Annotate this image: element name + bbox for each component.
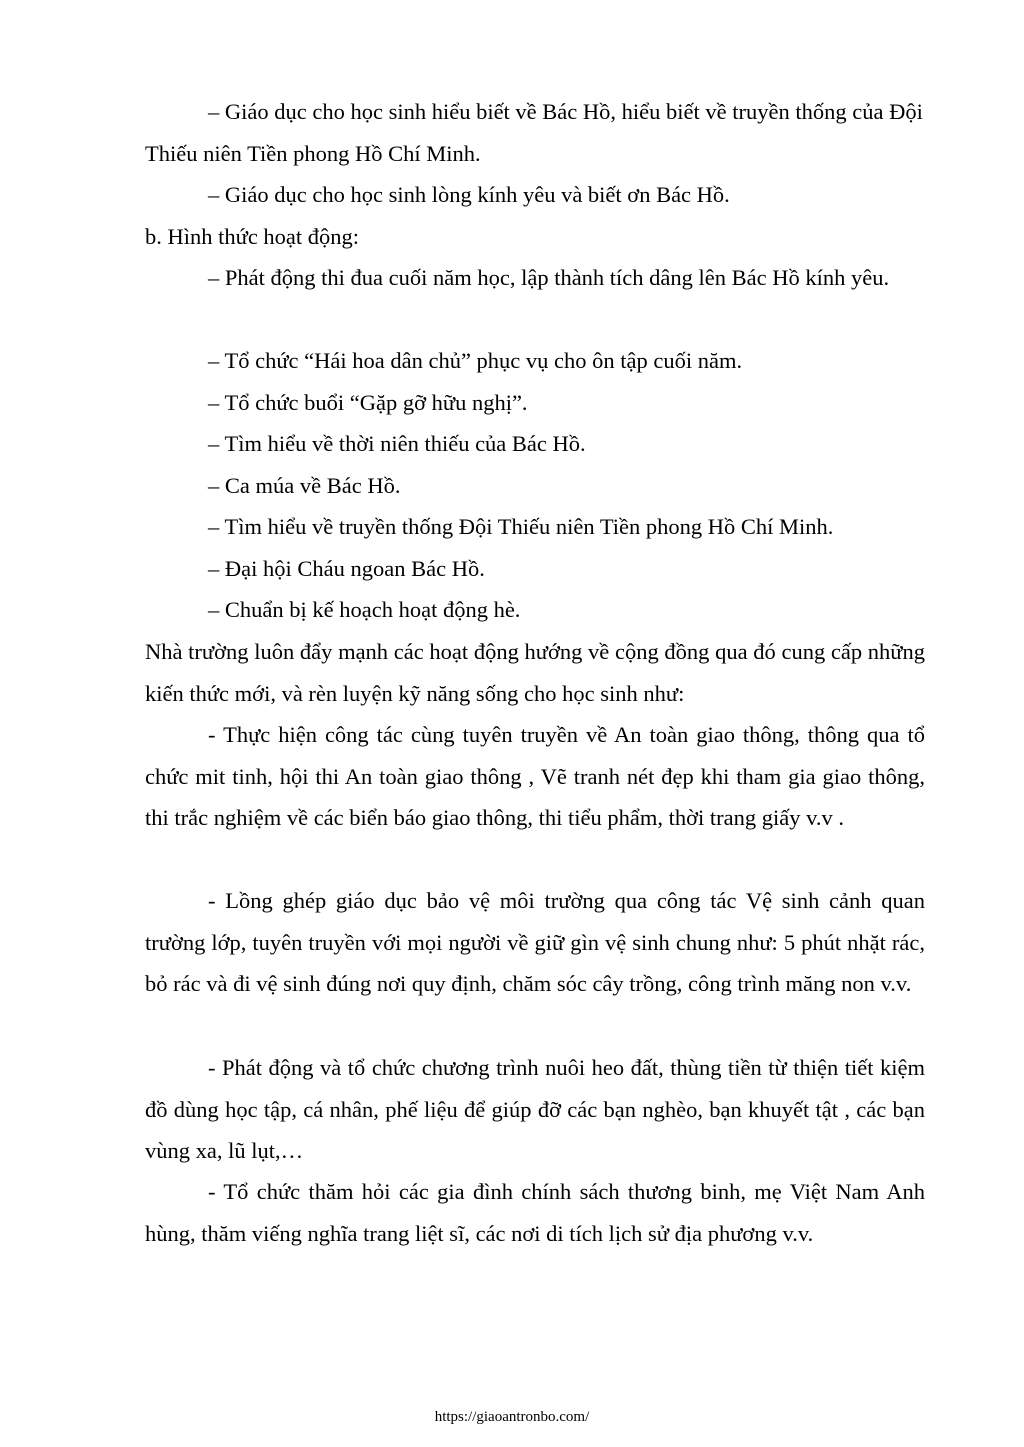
paragraph-education-knowledge: – Giáo dục cho học sinh hiểu biết về Bác Hồ, hiểu biết về truyền thống của Đội Thiếu niên Tiền phong Hồ Chí Minh. xyxy=(145,99,923,166)
paragraph-pioneer-tradition: – Tìm hiểu về truyền thống Đội Thiếu niên Tiền phong Hồ Chí Minh. xyxy=(208,514,834,539)
paragraph-flower-picking: – Tổ chức “Hái hoa dân chủ” phục vụ cho ôn tập cuối năm. xyxy=(208,348,743,373)
footer-url: https://giaoantronbo.com/ xyxy=(434,1409,590,1425)
paragraph-emulation: – Phát động thi đua cuối năm học, lập thành tích dâng lên Bác Hồ kính yêu. xyxy=(208,265,890,290)
paragraph-community-activities: Nhà trường luôn đẩy mạnh các hoạt động hướng về cộng đồng qua đó cung cấp những kiến thức mới, và rèn luyện kỹ năng sống cho học sinh như: xyxy=(145,639,925,706)
paragraph-education-love: – Giáo dục cho học sinh lòng kính yêu và biết ơn Bác Hồ. xyxy=(208,182,730,207)
section-heading-activity-forms: b. Hình thức hoạt động: xyxy=(145,224,360,249)
paragraph-good-children-congress: – Đại hội Cháu ngoan Bác Hồ. xyxy=(208,556,485,581)
paragraph-environment: - Lồng ghép giáo dục bảo vệ môi trường qua công tác Vệ sinh cảnh quan trường lớp, tuyên truyền với mọi người về giữ gìn vệ sinh chung như: 5 phút nhặt rác, bỏ rác và đi vệ sinh đúng nơi quy định, chăm sóc cây trồng, công trình măng non v.v. xyxy=(145,888,925,996)
paragraph-traffic-safety: - Thực hiện công tác cùng tuyên truyền về An toàn giao thông, thông qua tổ chức mit tinh, hội thi An toàn giao thông , Vẽ tranh nét đẹp khi tham gia giao thông, thi trắc nghiệm về các biển báo giao thông, thi tiểu phẩm, thời trang giấy v.v . xyxy=(145,722,925,830)
paragraph-visits: - Tổ chức thăm hỏi các gia đình chính sách thương binh, mẹ Việt Nam Anh hùng, thăm viếng nghĩa trang liệt sĩ, các nơi di tích lịch sử địa phương v.v. xyxy=(145,1179,925,1246)
paragraph-summer-plan: – Chuẩn bị kế hoạch hoạt động hè. xyxy=(208,597,521,622)
paragraph-songs-dances: – Ca múa về Bác Hồ. xyxy=(208,473,401,498)
paragraph-childhood: – Tìm hiểu về thời niên thiếu của Bác Hồ. xyxy=(208,431,586,456)
paragraph-friendship-meeting: – Tổ chức buổi “Gặp gỡ hữu nghị”. xyxy=(208,390,528,415)
paragraph-charity: - Phát động và tổ chức chương trình nuôi heo đất, thùng tiền từ thiện tiết kiệm đồ dùng học tập, cá nhân, phế liệu để giúp đỡ các bạn nghèo, bạn khuyết tật , các bạn vùng xa, lũ lụt,… xyxy=(145,1055,925,1163)
